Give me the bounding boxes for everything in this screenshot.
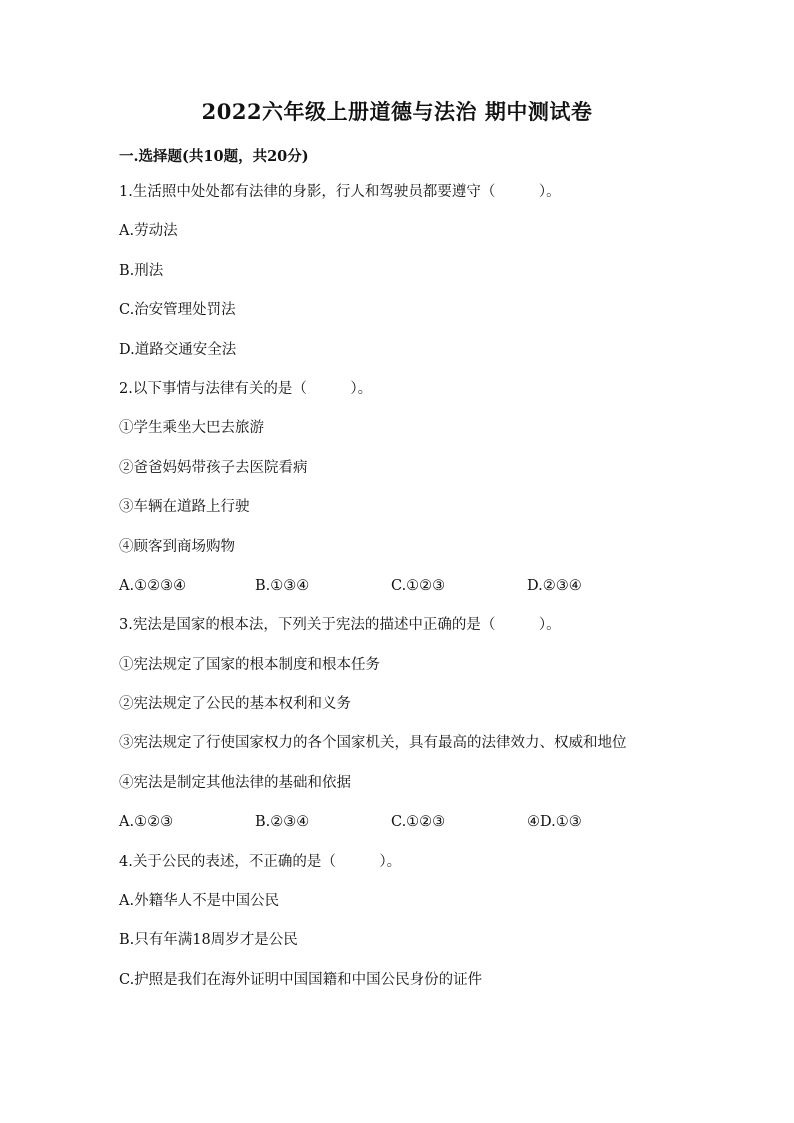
question-2-option-a: A.①②③④ xyxy=(119,577,187,594)
question-4-stem: 4.关于公民的表述，不正确的是（ ）。 xyxy=(119,853,402,870)
question-2-statement-1: ①学生乘坐大巴去旅游 xyxy=(119,420,264,437)
section-heading: 一.选择题(共10题，共20分) xyxy=(119,148,309,165)
question-3-option-c: C.①②③ xyxy=(391,814,446,831)
question-2-stem: 2.以下事情与法律有关的是（ ）。 xyxy=(119,380,373,397)
question-2-options xyxy=(119,576,679,596)
question-1-option-d: D.道路交通安全法 xyxy=(119,341,237,358)
question-2-statement-3: ③车辆在道路上行驶 xyxy=(119,499,250,516)
question-2-option-b: B.①③④ xyxy=(255,577,310,594)
page-title: 2022六年级上册道德与法治 期中测试卷 xyxy=(201,99,593,124)
question-2-statement-4: ④顾客到商场购物 xyxy=(119,538,235,555)
question-3-option-a: A.①②③ xyxy=(119,814,174,831)
question-3-statement-4: ④宪法是制定其他法律的基础和依据 xyxy=(119,774,351,791)
question-2-statement-2: ②爸爸妈妈带孩子去医院看病 xyxy=(119,459,308,476)
question-3-statement-1: ①宪法规定了国家的根本制度和根本任务 xyxy=(119,656,380,673)
question-2-option-d: D.②③④ xyxy=(527,577,582,594)
question-1-option-a: A.劳动法 xyxy=(119,223,178,240)
question-4-option-b: B.只有年满18周岁才是公民 xyxy=(119,932,298,949)
question-3-statement-2: ②宪法规定了公民的基本权利和义务 xyxy=(119,696,351,713)
question-3-statement-3: ③宪法规定了行使国家权力的各个国家机关，具有最高的法律效力、权威和地位 xyxy=(119,735,627,752)
question-1-option-b: B.刑法 xyxy=(119,262,164,279)
question-4-option-a: A.外籍华人不是中国公民 xyxy=(119,893,280,910)
question-list xyxy=(119,182,679,1009)
question-3-option-d: ④D.①③ xyxy=(527,814,582,831)
question-4-option-c: C.护照是我们在海外证明中国国籍和中国公民身份的证件 xyxy=(119,971,483,988)
question-3-options xyxy=(119,812,679,832)
question-2-option-c: C.①②③ xyxy=(391,577,446,594)
question-1-option-c: C.治安管理处罚法 xyxy=(119,302,236,319)
question-3-option-b: B.②③④ xyxy=(255,814,310,831)
question-1-stem: 1.生活照中处处都有法律的身影，行人和驾驶员都要遵守（ ）。 xyxy=(119,184,561,200)
question-3-stem: 3.宪法是国家的根本法，下列关于宪法的描述中正确的是（ ）。 xyxy=(119,617,561,634)
